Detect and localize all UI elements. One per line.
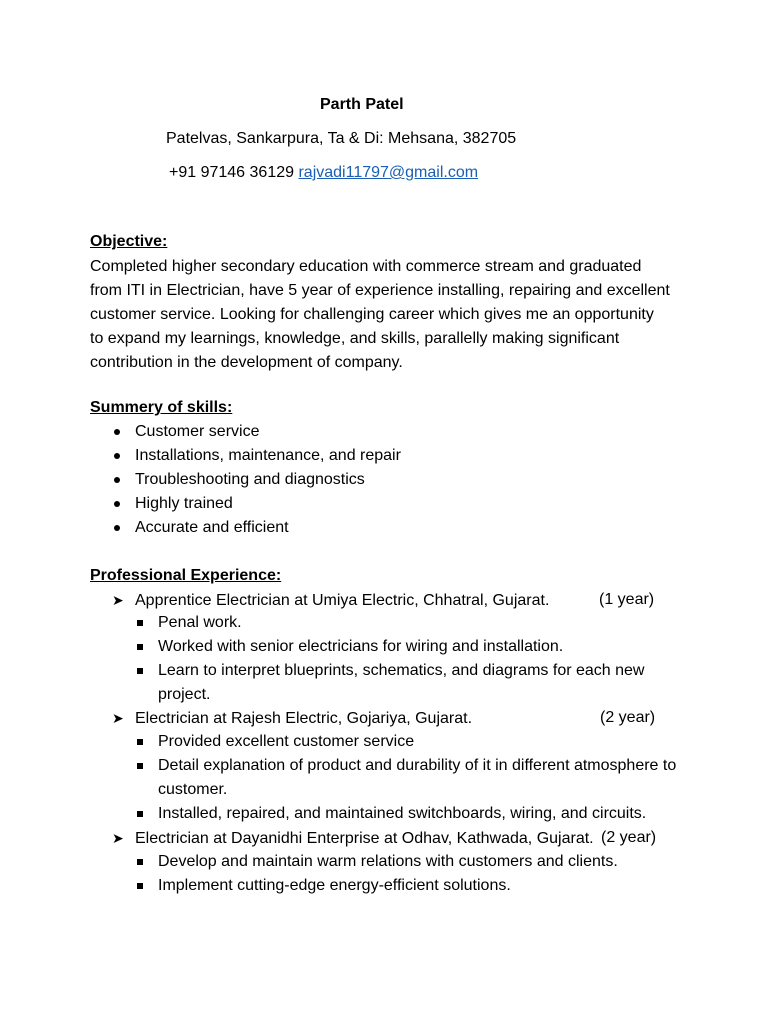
objective-line: Completed higher secondary education with commerce stream and graduated	[90, 258, 642, 275]
skills-list	[90, 420, 401, 540]
list-item: Installations, maintenance, and repair	[90, 444, 401, 468]
objective-line: to expand my learnings, knowledge, and skills, parallelly making significant	[90, 330, 620, 347]
job-title: ➤ Electrician at Rajesh Electric, Gojariya, Gujarat.	[112, 706, 472, 730]
list-item: Highly trained	[90, 492, 401, 516]
arrow-bullet-icon: ➤	[112, 830, 124, 846]
job-duration: (2 year)	[600, 709, 656, 726]
list-item: Implement cutting-edge energy-efficient solutions.	[137, 874, 697, 898]
square-bullet-icon	[137, 644, 143, 650]
skills-heading: Summery of skills:	[90, 399, 233, 416]
objective-heading: Objective:	[90, 233, 168, 250]
square-bullet-icon	[137, 811, 143, 817]
square-bullet-icon	[137, 763, 143, 769]
bullet-icon	[114, 477, 120, 483]
list-item: Develop and maintain warm relations with customers and clients.	[137, 850, 697, 874]
square-bullet-icon	[137, 668, 143, 674]
bullet-icon	[114, 501, 120, 507]
email-link[interactable]: rajvadi11797@gmail.com	[298, 164, 479, 181]
experience-heading: Professional Experience:	[90, 567, 282, 584]
list-item: Penal work.	[137, 611, 697, 635]
job-duration: (2 year)	[601, 829, 657, 846]
job-duration: (1 year)	[599, 591, 655, 608]
job-title: ➤ Apprentice Electrician at Umiya Electric, Chhatral, Gujarat.	[112, 588, 549, 612]
square-bullet-icon	[137, 620, 143, 626]
arrow-bullet-icon: ➤	[112, 592, 124, 608]
bullet-icon	[114, 525, 120, 531]
list-item: Accurate and efficient	[90, 516, 401, 540]
arrow-bullet-icon: ➤	[112, 710, 124, 726]
list-item: Worked with senior electricians for wiring and installation.	[137, 635, 697, 659]
objective-line: from ITI in Electrician, have 5 year of experience installing, repairing and excellent	[90, 282, 670, 299]
bullet-icon	[114, 429, 120, 435]
phone-number: +91 97146 36129	[169, 164, 295, 181]
list-item: Detail explanation of product and durability of it in different atmosphere to customer.	[137, 754, 697, 802]
list-item: Installed, repaired, and maintained switchboards, wiring, and circuits.	[137, 802, 697, 826]
objective-line: contribution in the development of company.	[90, 354, 403, 371]
job-title: ➤ Electrician at Dayanidhi Enterprise at Odhav, Kathwada, Gujarat.	[112, 826, 594, 850]
candidate-name: Parth Patel	[320, 96, 404, 113]
square-bullet-icon	[137, 859, 143, 865]
objective-line: customer service. Looking for challenging career which gives me an opportunity	[90, 306, 654, 323]
bullet-icon	[114, 453, 120, 459]
list-item: Learn to interpret blueprints, schematics, and diagrams for each new project.	[137, 659, 677, 707]
list-item: Customer service	[90, 420, 401, 444]
list-item: Troubleshooting and diagnostics	[90, 468, 401, 492]
address-line: Patelvas, Sankarpura, Ta & Di: Mehsana, 382705	[166, 130, 517, 147]
objective-paragraph	[90, 255, 690, 375]
square-bullet-icon	[137, 739, 143, 745]
square-bullet-icon	[137, 883, 143, 889]
contact-line	[169, 163, 478, 183]
list-item: Provided excellent customer service	[137, 730, 697, 754]
